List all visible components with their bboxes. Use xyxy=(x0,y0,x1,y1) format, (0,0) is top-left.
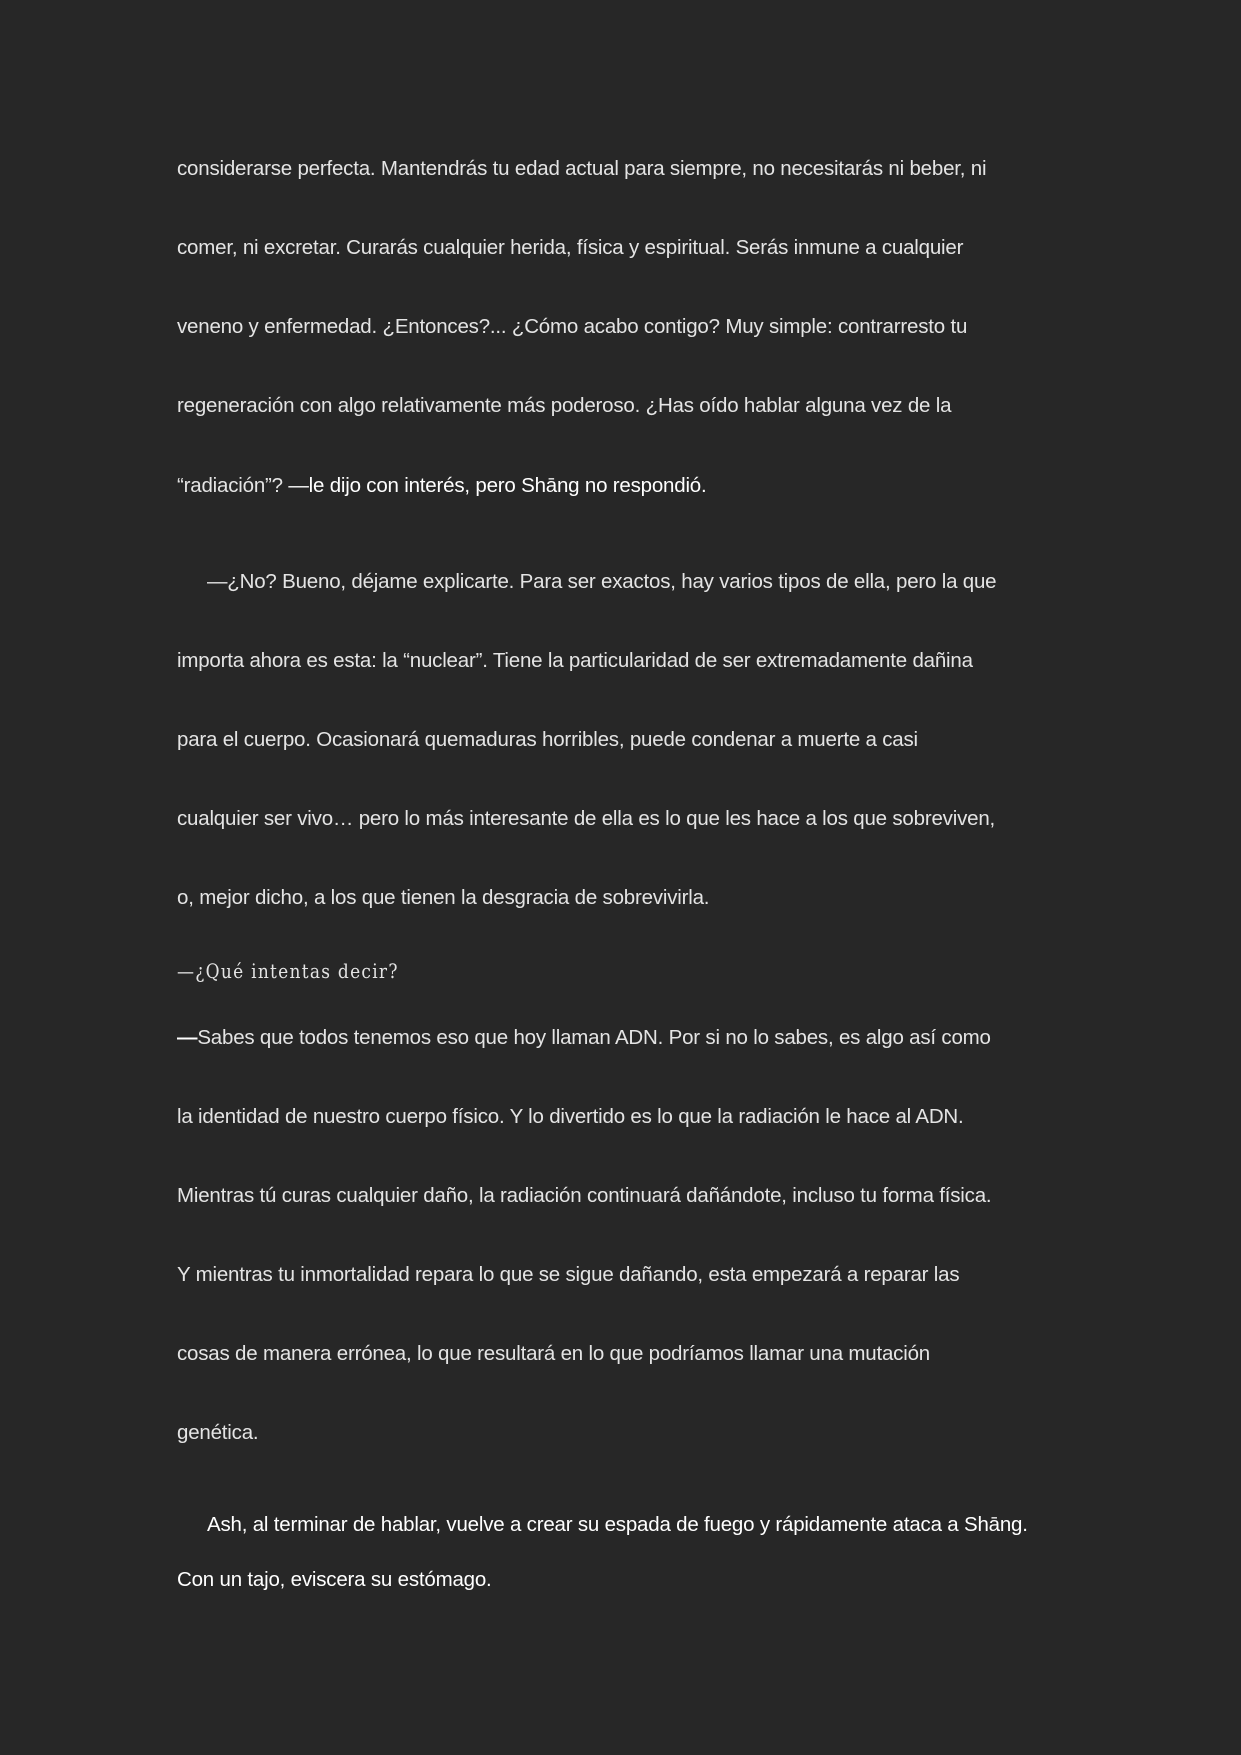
text-line: Y mientras tu inmortalidad repara lo que se sigue dañando, esta empezará a reparar las xyxy=(177,1263,960,1286)
em-dash: — xyxy=(177,1026,198,1049)
text-line: genética. xyxy=(177,1421,259,1444)
text-line: Mientras tú curas cualquier daño, la radiación continuará dañándote, incluso tu forma física. xyxy=(177,1184,992,1207)
text-line: o, mejor dicho, a los que tienen la desgracia de sobrevivirla. xyxy=(177,886,710,909)
text-fragment: “radiación”? xyxy=(177,474,289,497)
text-line xyxy=(177,472,707,500)
text-line: considerarse perfecta. Mantendrás tu edad actual para siempre, no necesitarás ni beber, ni xyxy=(177,157,987,180)
text-line: Con un tajo, eviscera su estómago. xyxy=(177,1568,492,1591)
text-line xyxy=(177,1024,991,1052)
text-line: comer, ni excretar. Curarás cualquier herida, física y espiritual. Serás inmune a cualquier xyxy=(177,236,964,259)
text-line: regeneración con algo relativamente más poderoso. ¿Has oído hablar alguna vez de la xyxy=(177,394,952,417)
text-line: la identidad de nuestro cuerpo físico. Y lo divertido es lo que la radiación le hace al ADN. xyxy=(177,1105,964,1128)
text-line: cosas de manera errónea, lo que resultará en lo que podríamos llamar una mutación xyxy=(177,1342,930,1365)
text-line: Ash, al terminar de hablar, vuelve a crear su espada de fuego y rápidamente ataca a Shāng. xyxy=(207,1513,1028,1536)
text-line: —¿Qué intentas decir? xyxy=(177,959,399,983)
text-fragment: Sabes que todos tenemos eso que hoy llaman ADN. Por si no lo sabes, es algo así como xyxy=(197,1026,991,1049)
text-line: —¿No? Bueno, déjame explicarte. Para ser exactos, hay varios tipos de ella, pero la que xyxy=(207,570,997,593)
text-line: veneno y enfermedad. ¿Entonces?... ¿Cómo acabo contigo? Muy simple: contrarresto tu xyxy=(177,315,968,338)
dialogue-tag: —le dijo con interés, pero Shāng no respondió. xyxy=(288,474,707,497)
text-line: importa ahora es esta: la “nuclear”. Tiene la particularidad de ser extremadamente dañina xyxy=(177,649,973,672)
text-line: para el cuerpo. Ocasionará quemaduras horribles, puede condenar a muerte a casi xyxy=(177,728,918,751)
text-line: cualquier ser vivo… pero lo más interesante de ella es lo que les hace a los que sobreviven, xyxy=(177,807,996,830)
